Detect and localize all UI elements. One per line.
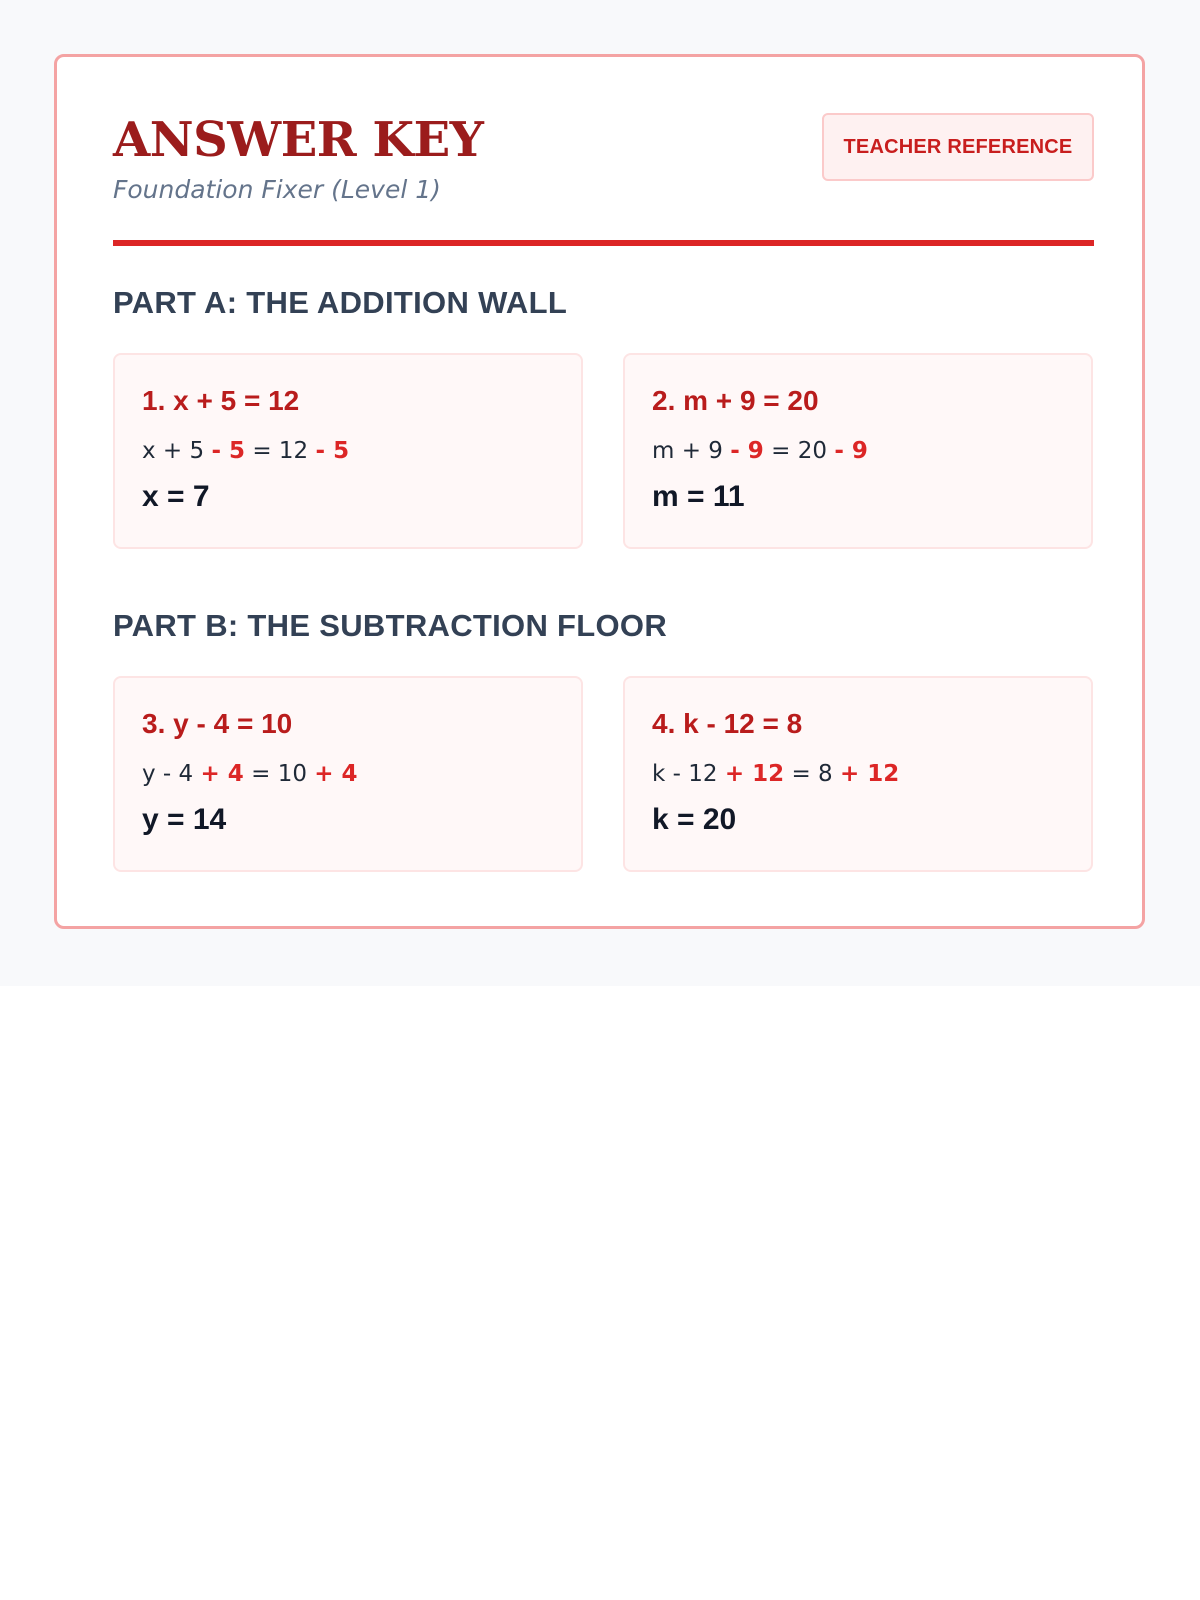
problem-card-4 [623,676,1093,872]
problem-answer: y = 14 [142,803,227,836]
problem-answer: x = 7 [142,480,210,513]
step-operation-right: - 5 [315,438,350,464]
step-operation-right: - 9 [834,438,868,464]
problem-equation: 1. x + 5 = 12 [142,385,300,416]
answer-key-card [54,54,1145,929]
step-operation-left: - 5 [211,438,246,464]
step-equals: = [251,761,271,787]
section-title-part-a: PART A: THE ADDITION WALL [113,285,568,320]
section-title-part-b: PART B: THE SUBTRACTION FLOOR [113,608,668,643]
problem-step [142,760,358,788]
page-subtitle: Foundation Fixer (Level 1) [113,175,441,204]
problem-card-2 [623,353,1093,549]
step-left: m + 9 [652,438,723,464]
step-left: k - 12 [652,761,718,787]
step-right: 12 [278,438,309,464]
problem-answer: k = 20 [652,803,737,836]
problem-step [142,437,349,465]
step-right: 10 [277,761,307,787]
step-equals: = [252,438,272,464]
problem-step [652,437,868,465]
problem-equation: 3. y - 4 = 10 [142,708,293,739]
teacher-reference-badge: TEACHER REFERENCE [822,113,1094,181]
step-operation-right: + 12 [839,761,900,787]
step-left: y - 4 [142,761,194,787]
problem-equation: 4. k - 12 = 8 [652,708,803,739]
header-divider [113,240,1094,246]
step-operation-left: + 4 [200,761,244,787]
step-equals: = [771,438,791,464]
step-operation-right: + 4 [314,761,358,787]
problem-card-1 [113,353,583,549]
page-title: ANSWER KEY [113,112,484,168]
step-left: x + 5 [142,438,205,464]
problem-card-3 [113,676,583,872]
step-right: 20 [797,438,827,464]
step-equals: = [791,761,811,787]
step-operation-left: - 9 [730,438,764,464]
problem-equation: 2. m + 9 = 20 [652,385,819,416]
problem-step [652,760,899,788]
step-operation-left: + 12 [724,761,785,787]
step-right: 8 [818,761,833,787]
header [113,113,1094,243]
problem-answer: m = 11 [652,480,745,513]
